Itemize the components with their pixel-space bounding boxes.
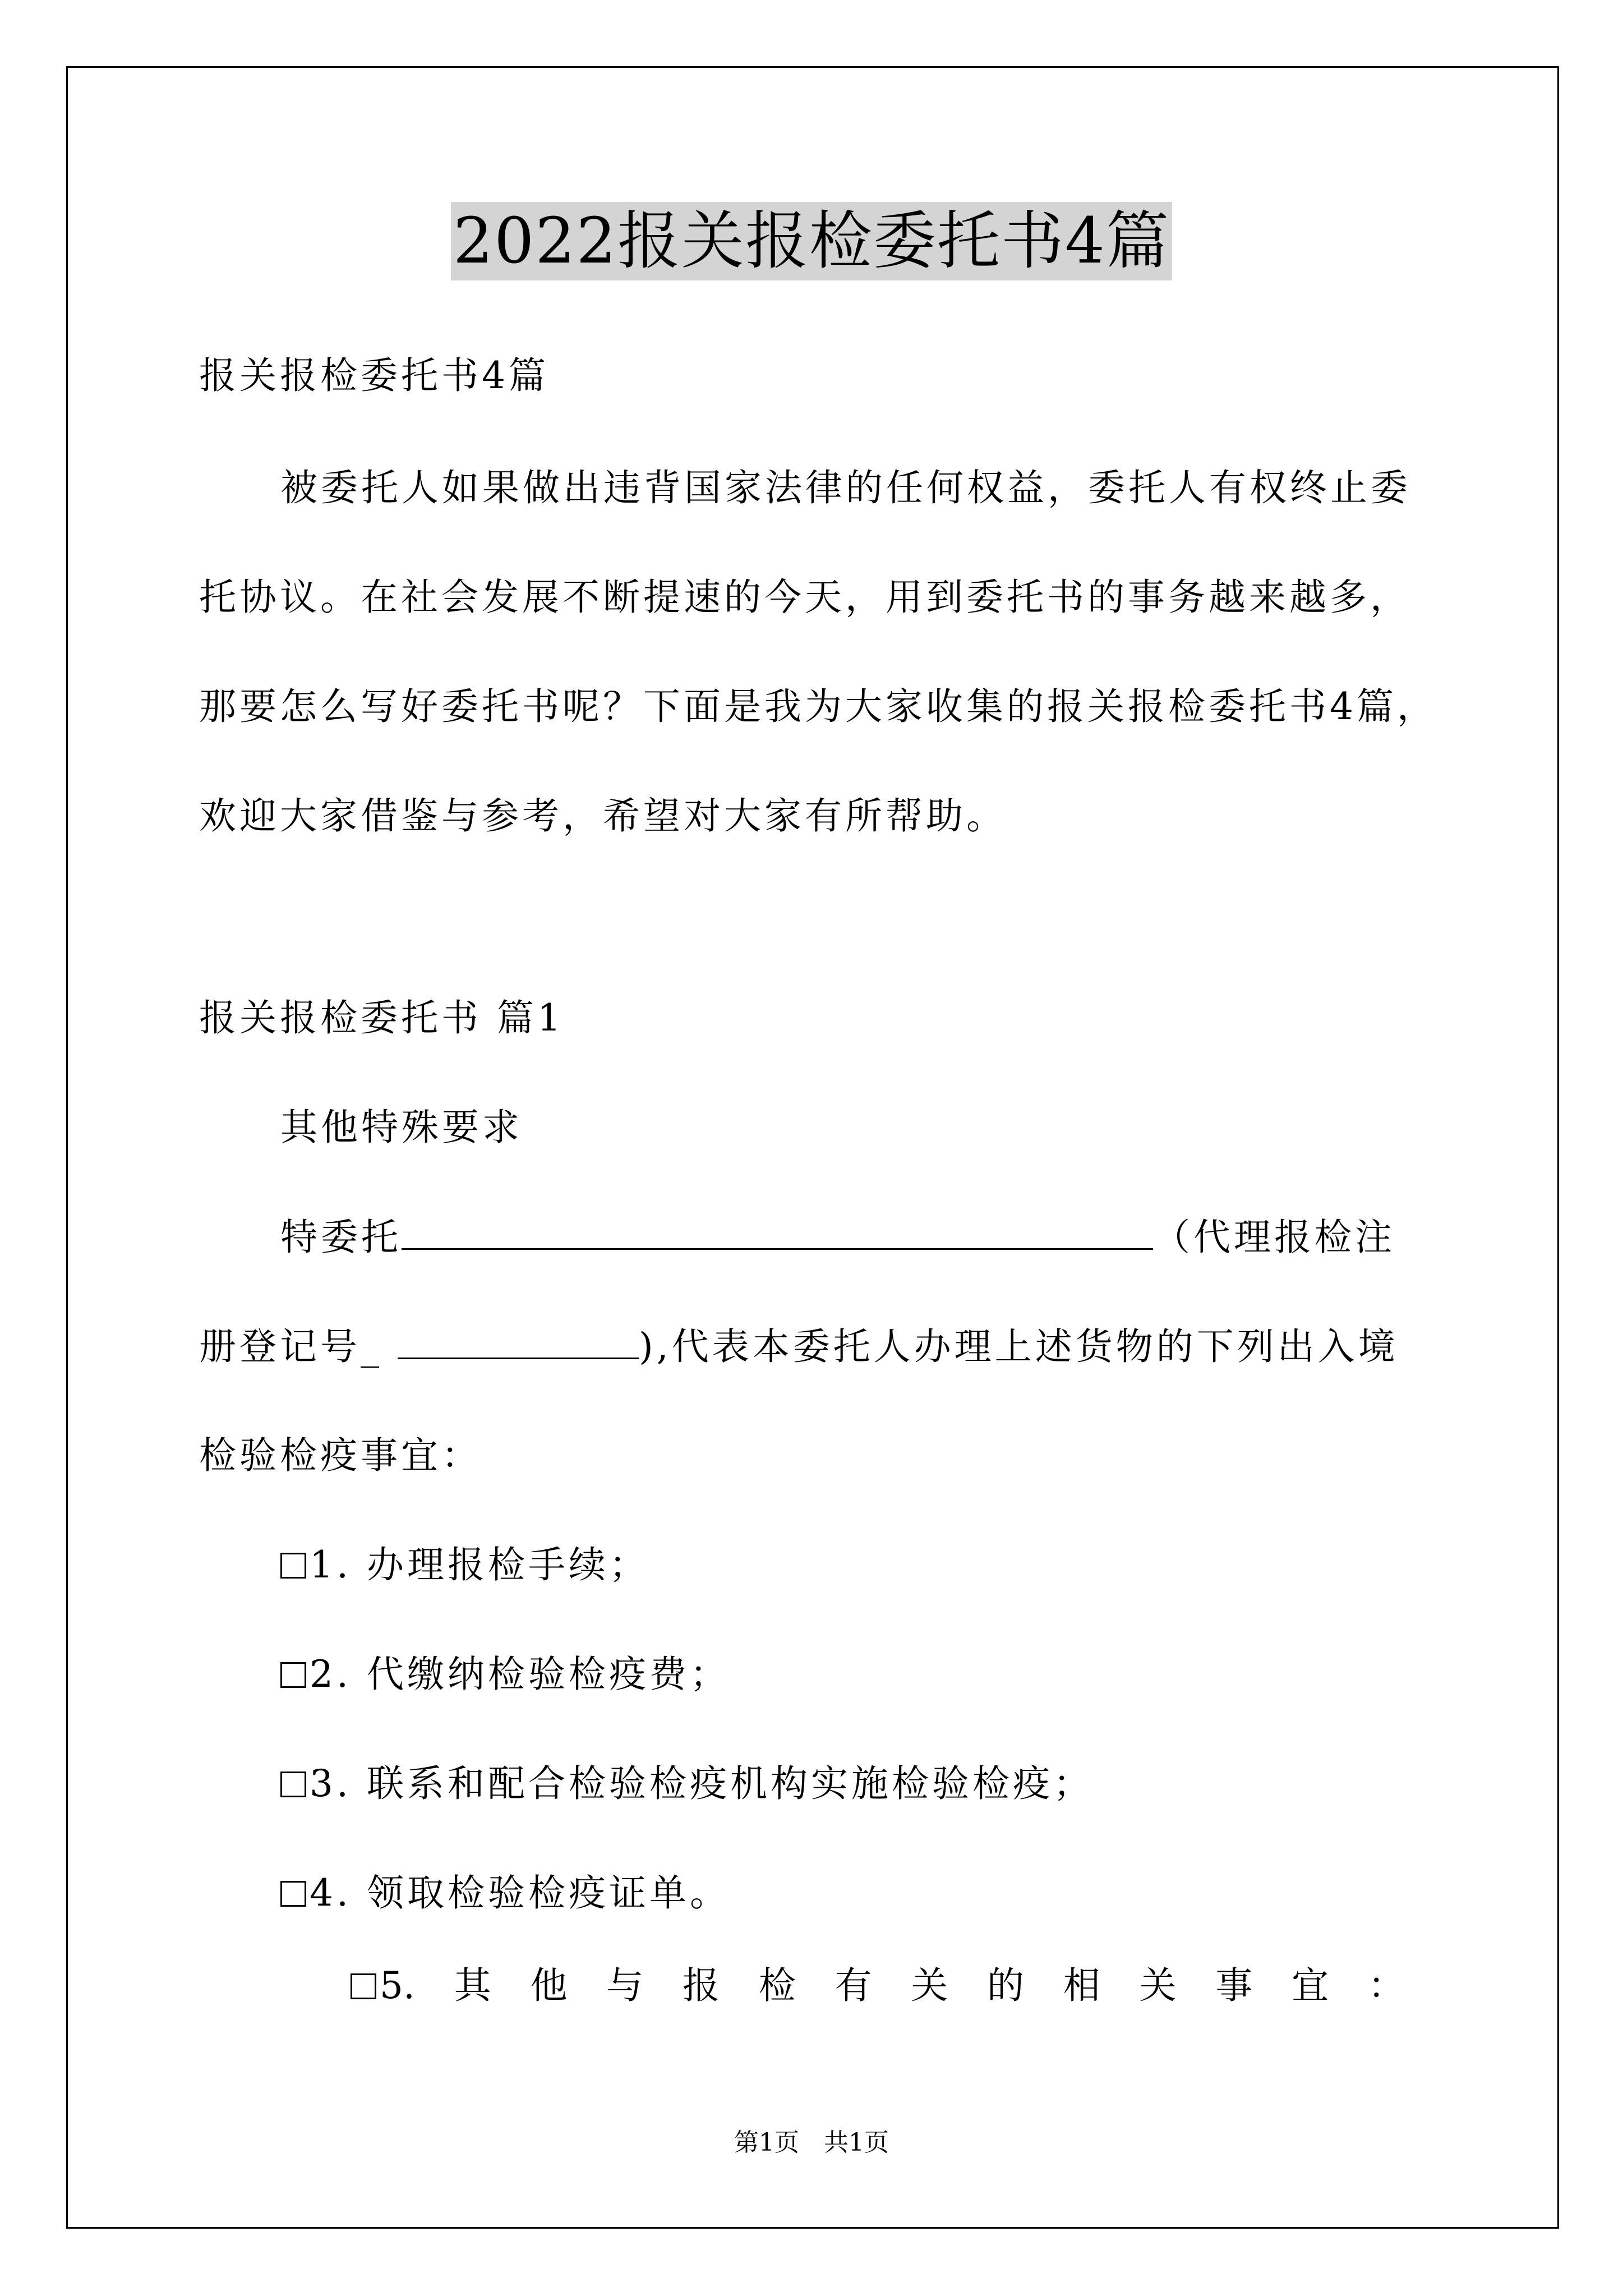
intro-line-1: 被委托人如果做出违背国家法律的任何权益，委托人有权终止委 — [280, 466, 1411, 509]
item5-char: 有 — [834, 1964, 872, 2007]
section-heading: 报关报检委托书 篇1 — [199, 996, 564, 1039]
item5-char: 相 — [1063, 1964, 1100, 2007]
item5-char: 关 — [911, 1964, 948, 2007]
item5-char: 报 — [683, 1964, 720, 2007]
entrust-suffix: （代理报检注 — [1153, 1216, 1395, 1259]
registration-number-blank[interactable] — [398, 1324, 639, 1359]
item5-char: 关 — [1139, 1964, 1177, 2007]
registration-suffix: ),代表本委托人办理上述货物的下列出入境 — [638, 1325, 1399, 1368]
item5-char: 事 — [1215, 1964, 1253, 2007]
checklist-item-2 — [280, 1652, 730, 1697]
checkbox-1[interactable] — [280, 1553, 306, 1579]
special-requirements: 其他特殊要求 — [280, 1106, 523, 1149]
registration-line — [199, 1324, 1399, 1369]
checkbox-4[interactable] — [280, 1881, 306, 1907]
item5-char: ： — [1367, 1964, 1405, 2007]
checklist-item-5 — [351, 1963, 1405, 2008]
document-subtitle: 报关报检委托书4篇 — [199, 354, 549, 397]
checklist-item-5-number — [351, 1963, 415, 2008]
item5-char: 他 — [530, 1964, 568, 2007]
matters-line: 检验检疫事宜： — [199, 1434, 482, 1477]
intro-line-4: 欢迎大家借鉴与参考，希望对大家有所帮助。 — [199, 794, 1007, 838]
checklist-item-4 — [280, 1871, 730, 1916]
title-container — [0, 202, 1623, 280]
checkbox-5[interactable] — [351, 1973, 376, 1999]
checklist-item-4-label: 4. 领取检验检疫证单。 — [310, 1871, 730, 1915]
checkbox-2[interactable] — [280, 1662, 306, 1688]
item5-char: 检 — [758, 1964, 796, 2007]
item5-char: 其 — [454, 1964, 491, 2007]
checkbox-3[interactable] — [280, 1772, 306, 1797]
item5-char: 与 — [606, 1964, 644, 2007]
intro-line-2: 托协议。在社会发展不断提速的今天，用到委托书的事务越来越多， — [199, 576, 1410, 619]
item5-char: 的 — [987, 1964, 1025, 2007]
checklist-item-3 — [280, 1761, 1094, 1806]
item5-char: 宜 — [1292, 1964, 1329, 2007]
checklist-item-1-label: 1. 办理报检手续； — [310, 1543, 649, 1586]
checklist-item-2-label: 2. 代缴纳检验检疫费； — [310, 1653, 730, 1696]
checklist-item-3-label: 3. 联系和配合检验检疫机构实施检验检疫； — [310, 1762, 1094, 1805]
registration-prefix: 册登记号_ — [199, 1325, 382, 1368]
entrust-line — [280, 1214, 1395, 1260]
entrust-prefix: 特委托 — [280, 1216, 402, 1259]
intro-line-3: 那要怎么写好委托书呢？下面是我为大家收集的报关报检委托书4篇， — [199, 685, 1437, 728]
document-title: 2022报关报检委托书4篇 — [451, 202, 1172, 280]
checklist-item-5-label: 5. — [380, 1964, 415, 2007]
page-footer: 第1页 共1页 — [734, 2128, 889, 2157]
agent-name-blank[interactable] — [402, 1214, 1153, 1250]
checklist-item-1 — [280, 1543, 649, 1588]
